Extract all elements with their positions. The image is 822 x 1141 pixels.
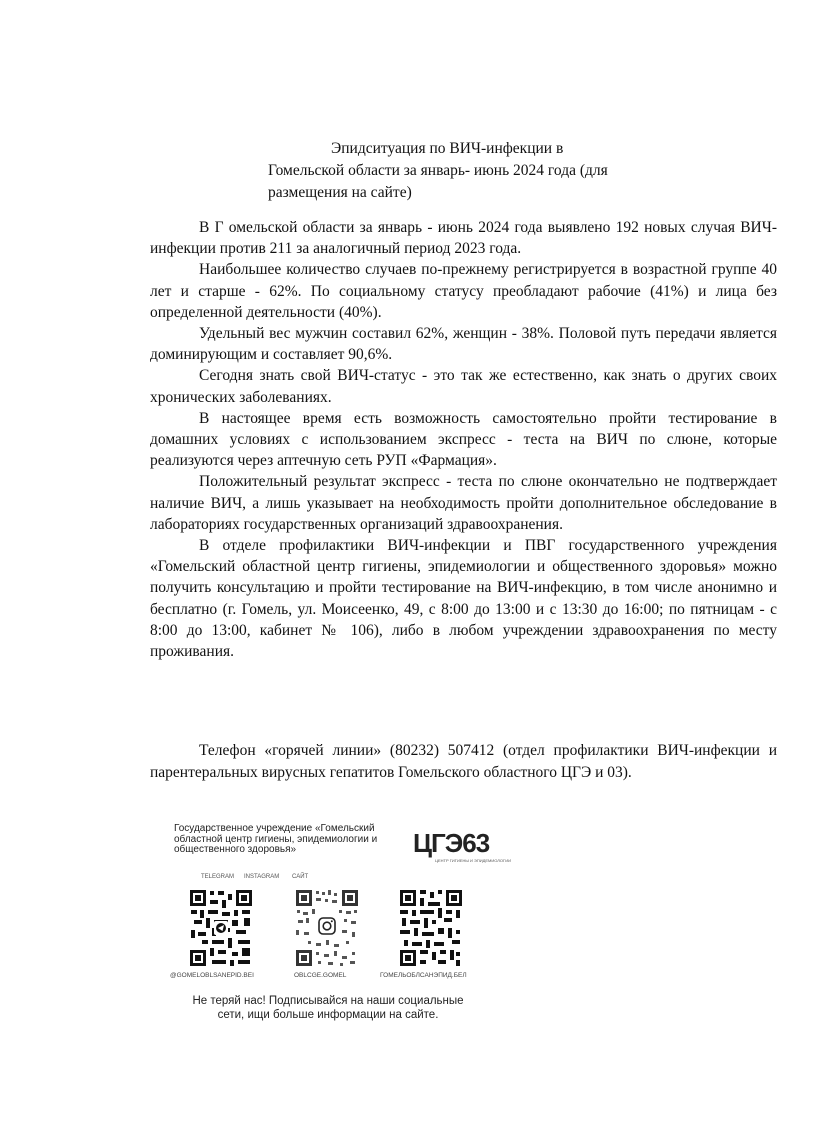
paragraph-gender: Удельный вес мужчин составил 62%, женщин - 38%. Половой путь передачи является доминирующим и составляет 90,6%. — [150, 325, 777, 364]
hotline-text: Телефон «горячей линии» (80232) 507412 (отдел профилактики ВИЧ-инфекции и парентеральных вирусных гепатитов Гомельского областного ЦГЭ и 03). — [150, 742, 777, 781]
site-handle[interactable]: ГОМЕЛЬОБЛСАНЭПИД.БЕЛ — [380, 972, 467, 979]
telegram-qr-code[interactable] — [188, 888, 254, 968]
logo-text: ЦГЭ63 — [413, 828, 490, 858]
site-label: САЙТ — [292, 874, 309, 880]
telegram-label: TELEGRAM — [201, 874, 235, 880]
site-qr-code[interactable] — [398, 888, 464, 968]
paragraph-new-cases: В Г омельской области за январь - июнь 2024 года выявлено 192 новых случая ВИЧ-инфекции против 211 за аналогичный период 2023 года. — [150, 219, 777, 258]
subscribe-slogan — [168, 994, 488, 1022]
cge-logo — [413, 828, 511, 866]
promo-banner — [168, 820, 511, 1030]
telegram-handle[interactable]: @GOMELOBLSANEPID.BEI — [170, 972, 254, 979]
paragraph-positive-result: Положительный результат экспресс - теста по слюне окончательно не подтверждает наличие ВИЧ, а лишь указывает на необходимость пройти дополнительное обследование в лабораториях государственных организаций здравоохранения. — [150, 473, 777, 533]
slogan-line-1: Не теряй нас! Подписывайся на наши социальные — [192, 995, 464, 1007]
paragraph-self-test: В настоящее время есть возможность самостоятельно пройти тестирование в домашних условиях с использованием экспресс - теста на ВИЧ по слюне, которые реализуются через аптечную сеть РУП «Фармация». — [150, 409, 777, 470]
logo-subtext: ЦЕНТР ГИГИЕНЫ И ЭПИДЕМИОЛОГИИ — [435, 858, 511, 863]
instagram-handle[interactable]: OBLCGE.GOMEL — [294, 972, 347, 979]
hotline-block — [150, 740, 777, 783]
paragraph-testing-locations: В отделе профилактики ВИЧ-инфекции и ПВГ государственного учреждения «Гомельский областной центр гигиены, эпидемиологии и общественного здоровья» можно получить консультацию и пройти тестирование на ВИЧ-инфекцию, в том числе анонимно и бесплатно (г. Гомель, ул. Моисеенко, 49, с 8:00 до 13:00 и с 13:30 до 16:00; по пятницам - с 8:00 до 13:00, кабинет № 106), либо в любом учреждении здравоохранения по месту проживания. — [150, 537, 777, 661]
paragraph-age-groups: Наибольшее количество случаев по-прежнему регистрируется в возрастной группе 40 лет и старше - 62%. По социальному статусу преобладают рабочие (41%) и лица без определенной деятельности (40%). — [150, 261, 777, 321]
title-line-1: Эпидситуация по ВИЧ-инфекции в — [331, 140, 564, 157]
title-line-3: размещения на сайте) — [268, 184, 412, 201]
instagram-qr-code[interactable] — [294, 888, 360, 968]
document-body — [150, 217, 777, 662]
instagram-label: INSTAGRAM — [244, 874, 280, 880]
qr-telegram-svg — [188, 888, 254, 968]
slogan-line-2: сети, ищи больше информации на сайте. — [217, 1009, 439, 1021]
qr-site-svg — [398, 888, 464, 968]
qr-instagram-svg — [294, 888, 360, 968]
paragraph-status: Сегодня знать свой ВИЧ-статус - это так же естественно, как знать о других своих хронических заболеваниях. — [150, 367, 777, 406]
organization-name: Государственное учреждение «Гомельский областной центр гигиены, эпидемиологии и общественного здоровья» — [174, 823, 378, 855]
title-line-2: Гомельской области за январь- июнь 2024 года (для — [268, 162, 608, 179]
document-title — [268, 138, 668, 204]
